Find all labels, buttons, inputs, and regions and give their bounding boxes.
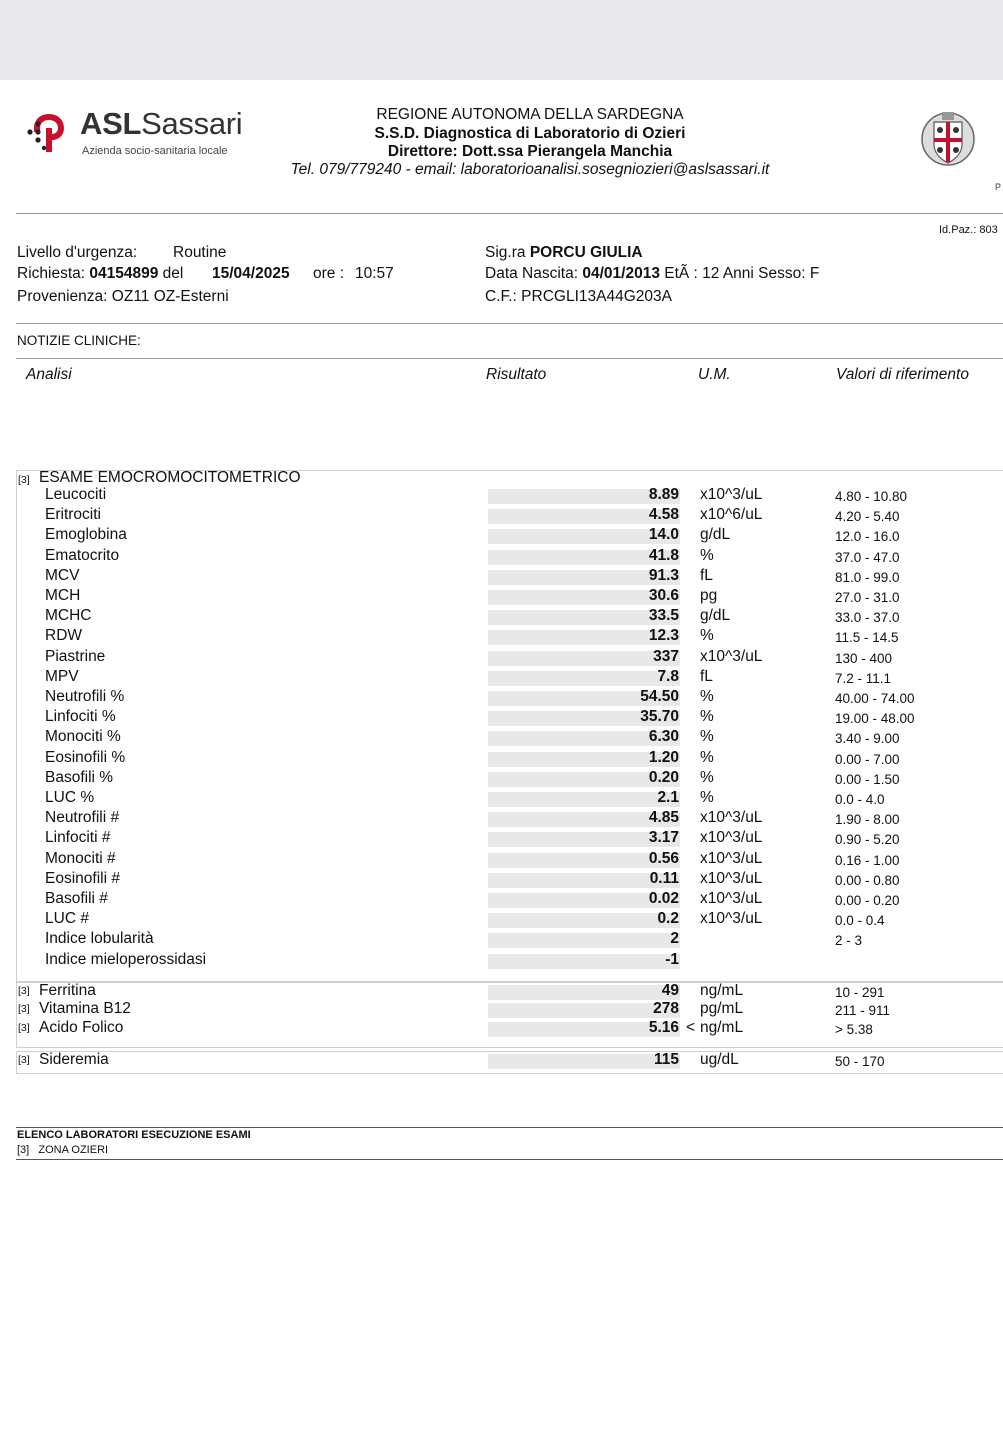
result-value: 8.89 xyxy=(648,486,679,503)
analysis-name: Vitamina B12 xyxy=(39,1000,131,1018)
header-lab-name: S.S.D. Diagnostica di Laboratorio di Ozieri xyxy=(374,125,686,142)
result-value: -1 xyxy=(665,950,679,968)
result-unit: % xyxy=(700,728,714,746)
result-row xyxy=(0,749,1003,769)
analysis-name: Neutrofili # xyxy=(45,809,120,827)
result-row xyxy=(0,951,1003,971)
result-bar xyxy=(488,792,680,807)
reference-range: 0.90 - 5.20 xyxy=(835,832,900,848)
result-row xyxy=(0,769,1003,789)
patient-id: Id.Paz.: 803 xyxy=(939,224,998,236)
reference-range: 0.00 - 0.80 xyxy=(835,872,900,888)
origin-line: Provenienza: OZ11 OZ-Esterni xyxy=(17,288,229,305)
result-unit: ug/dL xyxy=(700,1051,739,1068)
analysis-name: Eosinofili # xyxy=(45,869,120,887)
result-row xyxy=(0,1051,1003,1071)
reference-range: 0.0 - 0.4 xyxy=(835,913,885,929)
result-bar xyxy=(488,671,680,686)
column-um: U.M. xyxy=(698,366,731,383)
request-time: 10:57 xyxy=(355,265,394,282)
result-row xyxy=(0,648,1003,668)
result-row xyxy=(0,708,1003,728)
result-value: 0.02 xyxy=(648,890,679,907)
result-row xyxy=(0,1000,1003,1020)
result-bar xyxy=(488,1003,680,1018)
footer-title: ELENCO LABORATORI ESECUZIONE ESAMI xyxy=(17,1129,251,1141)
sardinia-crest-icon xyxy=(920,108,976,170)
result-bar xyxy=(488,954,680,969)
page-marker: P xyxy=(995,182,1002,192)
emo-section-tag: [3] xyxy=(18,474,30,486)
row-lab-tag: [3] xyxy=(18,1054,30,1066)
reference-range: 10 - 291 xyxy=(835,985,885,1000)
reference-range: 40.00 - 74.00 xyxy=(835,691,915,706)
row-lab-tag: [3] xyxy=(18,985,30,997)
result-unit: % xyxy=(700,708,714,726)
result-value: 0.11 xyxy=(649,869,679,887)
result-unit: % xyxy=(700,768,714,786)
result-row xyxy=(0,809,1003,829)
result-bar xyxy=(488,933,680,948)
result-row xyxy=(0,688,1003,708)
divider xyxy=(16,213,1003,214)
result-unit: x10^3/uL xyxy=(700,829,763,847)
header-region: REGIONE AUTONOMA DELLA SARDEGNA xyxy=(376,106,684,123)
reference-range: 4.20 - 5.40 xyxy=(835,509,900,525)
reference-range: 19.00 - 48.00 xyxy=(835,711,915,727)
request-ore: ore : xyxy=(313,265,345,282)
reference-range: 0.00 - 0.20 xyxy=(835,893,900,908)
reference-range: 130 - 400 xyxy=(835,650,893,666)
result-row xyxy=(0,728,1003,748)
result-unit: x10^3/uL xyxy=(700,486,763,503)
result-bar xyxy=(488,913,680,928)
column-riferimento: Valori di riferimento xyxy=(836,366,969,383)
header-director: Direttore: Dott.ssa Pierangela Manchia xyxy=(387,143,673,160)
urgency-value: Routine xyxy=(173,244,227,261)
reference-range: 37.0 - 47.0 xyxy=(835,549,900,565)
logo-subtitle: Azienda socio-sanitaria locale xyxy=(82,145,228,157)
reference-range: > 5.38 xyxy=(835,1021,873,1037)
result-unit: x10^3/uL xyxy=(700,647,763,665)
reference-range: 0.16 - 1.00 xyxy=(835,852,900,868)
reference-range: 1.90 - 8.00 xyxy=(835,812,900,828)
result-value: 2 xyxy=(670,930,679,948)
result-row xyxy=(0,910,1003,930)
result-unit: pg/mL xyxy=(700,1000,744,1018)
patient-cf: C.F.: PRCGLI13A44G203A xyxy=(485,288,672,305)
result-unit: x10^3/uL xyxy=(700,910,763,928)
reference-range: 12.0 - 16.0 xyxy=(835,529,900,545)
reference-range: 81.0 - 99.0 xyxy=(835,569,900,585)
analysis-name: LUC % xyxy=(45,789,95,806)
result-row xyxy=(0,567,1003,587)
result-value: 3.17 xyxy=(648,829,679,847)
result-value: 35.70 xyxy=(640,708,679,726)
row-lab-tag: [3] xyxy=(18,1003,30,1016)
result-unit: x10^3/uL xyxy=(700,890,763,907)
result-row xyxy=(0,486,1003,506)
result-value: 6.30 xyxy=(648,728,679,746)
analysis-name: Eosinofili % xyxy=(45,748,126,766)
analysis-name: Monociti # xyxy=(45,849,116,867)
patient-dob: Data Nascita: 04/01/2013 EtÃ : 12 Anni Sesso: F xyxy=(485,265,820,282)
reference-range: 27.0 - 31.0 xyxy=(835,590,900,605)
analysis-name: Sideremia xyxy=(39,1051,109,1068)
request-line: Richiesta: 04154899 del xyxy=(17,265,184,282)
result-unit: g/dL xyxy=(700,526,731,544)
result-row xyxy=(0,607,1003,627)
result-value: 4.58 xyxy=(648,506,679,524)
result-unit: pg xyxy=(700,587,718,604)
result-value: 337 xyxy=(653,647,679,665)
analysis-name: Emoglobina xyxy=(45,526,127,544)
result-value: 0.56 xyxy=(648,849,679,867)
row-lab-tag: [3] xyxy=(18,1021,30,1034)
result-value: 54.50 xyxy=(640,688,679,705)
result-unit: % xyxy=(700,748,714,766)
result-row xyxy=(0,982,1003,1002)
result-value: 91.3 xyxy=(648,566,679,584)
result-row xyxy=(0,870,1003,890)
clinical-notes-label: NOTIZIE CLINICHE: xyxy=(17,333,141,348)
reference-range: 0.00 - 7.00 xyxy=(835,751,900,767)
result-value: 41.8 xyxy=(648,546,679,564)
analysis-name: Basofili % xyxy=(45,768,114,786)
emo-section-title: ESAME EMOCROMOCITOMETRICO xyxy=(39,469,301,486)
result-row xyxy=(0,1019,1003,1039)
analysis-name: Piastrine xyxy=(45,647,106,665)
column-analisi: Analisi xyxy=(26,366,72,383)
reference-range: 4.80 - 10.80 xyxy=(835,489,908,504)
logo-text: ASLSassari xyxy=(80,106,243,141)
result-bar xyxy=(488,651,680,666)
analysis-name: Leucociti xyxy=(45,486,107,503)
reference-range: 2 - 3 xyxy=(835,933,863,949)
result-unit: % xyxy=(700,627,714,645)
result-row xyxy=(0,627,1003,647)
analysis-name: LUC # xyxy=(45,910,89,928)
result-unit: % xyxy=(700,546,714,564)
analysis-name: Linfociti % xyxy=(45,708,116,726)
reference-range: 211 - 911 xyxy=(835,1003,891,1019)
reference-range: 50 - 170 xyxy=(835,1054,885,1069)
divider xyxy=(16,358,1003,359)
footer-divider xyxy=(16,1159,1003,1160)
asl-logo-icon xyxy=(24,108,74,158)
column-risultato: Risultato xyxy=(486,366,547,383)
result-value: 2.1 xyxy=(657,789,679,806)
result-row xyxy=(0,547,1003,567)
urgency-label: Livello d'urgenza: xyxy=(17,244,138,261)
reference-range: 0.0 - 4.0 xyxy=(835,792,885,807)
result-value: 12.3 xyxy=(648,627,679,645)
result-value: 33.5 xyxy=(648,607,679,625)
analysis-name: Neutrofili % xyxy=(45,688,125,705)
result-value: 1.20 xyxy=(648,748,679,766)
result-unit: x10^6/uL xyxy=(700,506,763,524)
result-value: 5.16 xyxy=(648,1018,679,1036)
reference-range: 3.40 - 9.00 xyxy=(835,731,900,747)
result-value: 30.6 xyxy=(648,587,679,604)
reference-range: 7.2 - 11.1 xyxy=(835,670,892,686)
result-unit: x10^3/uL xyxy=(700,849,763,867)
analysis-name: RDW xyxy=(45,627,83,645)
header-contact: Tel. 079/779240 - email: laboratorioanalisi.sosegniozieri@aslsassari.it xyxy=(290,161,770,178)
analysis-name: Basofili # xyxy=(45,890,108,907)
result-row xyxy=(0,829,1003,849)
result-unit: fL xyxy=(700,667,713,685)
viewer-top-bar xyxy=(0,0,1003,80)
result-unit: fL xyxy=(700,566,713,584)
analysis-name: MCV xyxy=(45,566,80,584)
result-unit: ng/mL xyxy=(700,1018,744,1036)
result-row xyxy=(0,890,1003,910)
result-row xyxy=(0,930,1003,950)
reference-range: 0.00 - 1.50 xyxy=(835,771,900,787)
result-value: 7.8 xyxy=(657,667,679,685)
result-bar xyxy=(488,1054,680,1069)
analysis-name: MCHC xyxy=(45,607,92,625)
reference-range: 33.0 - 37.0 xyxy=(835,610,900,626)
analysis-name: Ematocrito xyxy=(45,546,120,564)
analysis-name: Indice lobularità xyxy=(45,930,154,948)
analysis-name: MPV xyxy=(45,667,79,685)
result-unit: % xyxy=(700,789,714,806)
result-value: 0.2 xyxy=(657,910,679,928)
analysis-name: Acido Folico xyxy=(39,1018,124,1036)
result-unit: x10^3/uL xyxy=(700,809,763,827)
patient-name: Sig.ra PORCU GIULIA xyxy=(485,244,643,261)
analysis-name: MCH xyxy=(45,587,81,604)
result-value: 278 xyxy=(653,1000,679,1018)
footer-divider xyxy=(16,1127,1003,1128)
analysis-name: Monociti % xyxy=(45,728,121,746)
result-row xyxy=(0,526,1003,546)
analysis-name: Linfociti # xyxy=(45,829,111,847)
footer-lab: [3] ZONA OZIERI xyxy=(17,1144,109,1156)
result-value: 4.85 xyxy=(648,809,679,827)
result-row xyxy=(0,850,1003,870)
result-flag: < xyxy=(686,1018,696,1036)
analysis-name: Ferritina xyxy=(39,982,96,999)
analysis-name: Eritrociti xyxy=(45,506,101,524)
result-value: 14.0 xyxy=(648,526,679,544)
result-row xyxy=(0,668,1003,688)
result-value: 49 xyxy=(661,982,679,999)
result-row xyxy=(0,587,1003,607)
reference-range: 11.5 - 14.5 xyxy=(835,630,899,646)
request-date: 15/04/2025 xyxy=(212,265,290,282)
result-unit: x10^3/uL xyxy=(700,869,763,887)
result-bar xyxy=(488,985,680,1000)
analysis-name: Indice mieloperossidasi xyxy=(45,950,207,968)
result-value: 115 xyxy=(653,1051,679,1068)
result-row xyxy=(0,506,1003,526)
result-value: 0.20 xyxy=(648,768,679,786)
result-unit: g/dL xyxy=(700,607,731,625)
result-row xyxy=(0,789,1003,809)
divider xyxy=(16,323,1003,324)
result-unit: ng/mL xyxy=(700,982,744,999)
result-unit: % xyxy=(700,688,714,705)
